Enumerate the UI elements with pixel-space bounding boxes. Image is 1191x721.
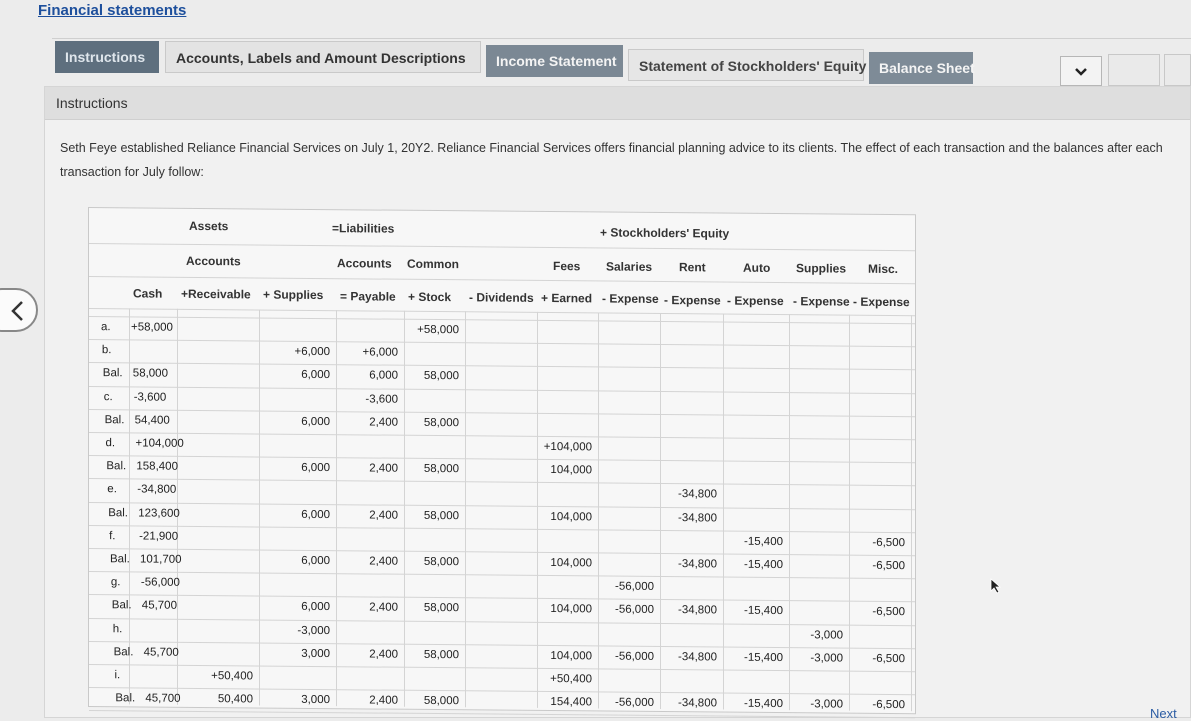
back-button[interactable]	[0, 288, 38, 332]
row-divider	[89, 641, 915, 649]
column-divider	[465, 311, 466, 707]
table-cell: 104,000	[540, 464, 592, 476]
table-cell: 2,400	[346, 416, 398, 428]
table-cell: -15,400	[731, 605, 783, 617]
row-label: a.	[101, 321, 111, 333]
table-cell: 104,000	[540, 557, 592, 569]
subheader-accounts-receivable: Accounts	[186, 254, 241, 268]
table-cell: -6,500	[853, 652, 905, 664]
column-divider	[789, 314, 790, 710]
table-cell: 6,000	[278, 601, 330, 613]
column-header: + Stock	[408, 290, 451, 304]
tab-bar	[52, 38, 1191, 91]
column-header: + Supplies	[263, 288, 323, 303]
row-label: Bal.	[105, 414, 125, 426]
row-label: Bal.	[115, 692, 135, 704]
table-cell: 45,700	[145, 693, 180, 705]
table-cell: -34,800	[665, 488, 717, 500]
table-cell: -3,600	[346, 393, 398, 405]
row-label: e.	[107, 484, 117, 496]
table-cell: 58,000	[407, 556, 459, 568]
group-header-liabilities: =Liabilities	[332, 221, 394, 236]
toolbar-box	[1164, 54, 1191, 86]
column-divider	[598, 312, 599, 708]
table-cell: -6,500	[853, 606, 905, 618]
column-header: - Dividends	[469, 290, 534, 305]
subheader-supplies: Supplies	[796, 261, 846, 275]
column-divider	[336, 310, 337, 706]
column-header: - Expense	[727, 293, 784, 307]
table-cell: 58,000	[407, 695, 459, 707]
row-divider	[89, 618, 915, 626]
table-cell: 6,000	[278, 508, 330, 520]
table-cell: -3,600	[134, 391, 167, 403]
column-header: = Payable	[340, 289, 396, 303]
row-divider	[89, 571, 915, 579]
table-cell: +6,000	[278, 346, 330, 358]
row-label: Bal.	[103, 368, 123, 380]
table-cell: 104,000	[540, 650, 592, 662]
table-cell: +58,000	[131, 321, 173, 333]
table-cell: -6,500	[853, 699, 905, 711]
subheader-auto: Auto	[743, 261, 770, 275]
table-cell: 6,000	[278, 462, 330, 474]
row-divider	[89, 502, 915, 510]
row-label: g.	[111, 576, 121, 588]
chevron-down-icon	[1074, 66, 1088, 78]
subheader-common: Common	[407, 257, 459, 271]
table-cell: 101,700	[140, 553, 182, 565]
table-cell: -3,000	[791, 629, 843, 641]
table-cell: 58,000	[407, 370, 459, 382]
table-cell: 3,000	[278, 694, 330, 706]
row-divider	[89, 339, 915, 347]
tab-overflow-dropdown[interactable]	[1060, 56, 1102, 86]
panel-heading: Instructions	[56, 95, 128, 111]
table-cell: -15,400	[731, 651, 783, 663]
row-label: Bal.	[114, 646, 134, 658]
table-cell: 50,400	[201, 693, 253, 705]
table-cell: 54,400	[135, 414, 170, 426]
table-cell: 2,400	[346, 648, 398, 660]
panel-header	[45, 87, 1190, 120]
row-divider	[89, 316, 915, 324]
page-title-link[interactable]: Financial statements	[38, 2, 186, 19]
group-header-equity: + Stockholders' Equity	[600, 225, 729, 240]
table-cell: 2,400	[346, 462, 398, 474]
table-cell: 2,400	[346, 555, 398, 567]
instructions-text: Seth Feye established Reliance Financial Services on July 1, 20Y2. Reliance Financial Services offers financial planning advice to its clients. The effect of each transaction and the balances after each transaction for July follow:	[60, 136, 1190, 184]
table-cell: -34,800	[665, 651, 717, 663]
row-label: c.	[104, 391, 113, 403]
table-cell: 2,400	[346, 602, 398, 614]
column-header: +Receivable	[181, 287, 251, 302]
table-cell: -56,000	[602, 604, 654, 616]
table-cell: -3,000	[791, 698, 843, 710]
table-cell: 3,000	[278, 647, 330, 659]
subheader-fees: Fees	[553, 259, 580, 273]
table-cell: +104,000	[136, 437, 184, 449]
column-divider	[723, 314, 724, 710]
table-cell: 104,000	[540, 511, 592, 523]
row-label: d.	[106, 437, 116, 449]
transactions-table	[88, 207, 916, 714]
row-divider	[89, 386, 915, 394]
table-cell: 58,000	[407, 463, 459, 475]
table-cell: -56,000	[602, 650, 654, 662]
table-cell: -56,000	[141, 577, 180, 589]
row-divider	[89, 478, 915, 486]
table-cell: -34,800	[665, 604, 717, 616]
table-cell: -15,400	[731, 698, 783, 710]
row-divider	[89, 362, 915, 370]
tab-accounts-labels[interactable]: Accounts, Labels and Amount Descriptions	[165, 41, 481, 73]
row-label: Bal.	[112, 600, 132, 612]
table-cell: -34,800	[665, 512, 717, 524]
column-divider	[404, 311, 405, 707]
table-cell: 154,400	[540, 696, 592, 708]
row-label: Bal.	[110, 553, 130, 565]
table-cell: 45,700	[142, 600, 177, 612]
subheader-accounts-payable: Accounts	[337, 256, 392, 270]
column-header: - Expense	[664, 293, 721, 307]
table-cell: -56,000	[602, 581, 654, 593]
table-cell: 158,400	[136, 461, 178, 473]
column-header: + Earned	[541, 291, 592, 305]
header-divider	[89, 276, 915, 284]
table-cell: -21,900	[139, 530, 178, 542]
table-cell: -34,800	[137, 484, 176, 496]
row-label: h.	[113, 623, 123, 635]
column-divider	[660, 313, 661, 709]
group-header-assets: Assets	[189, 219, 228, 233]
table-cell: 58,000	[407, 509, 459, 521]
table-cell: 2,400	[346, 694, 398, 706]
row-divider	[89, 525, 915, 533]
column-divider	[537, 312, 538, 708]
table-cell: 58,000	[407, 649, 459, 661]
table-cell: -56,000	[602, 697, 654, 709]
column-divider	[849, 315, 850, 711]
toolbar-box	[1108, 54, 1160, 86]
table-cell: -3,000	[278, 624, 330, 636]
column-header: Cash	[133, 286, 162, 300]
row-divider	[89, 594, 915, 602]
subheader-misc: Misc.	[868, 262, 898, 276]
tab-stockholders-equity[interactable]: Statement of Stockholders' Equity	[628, 49, 864, 81]
subheader-rent: Rent	[679, 260, 706, 274]
table-cell: 6,000	[278, 555, 330, 567]
table-cell: 58,000	[407, 417, 459, 429]
table-cell: 45,700	[144, 646, 179, 658]
column-header: - Expense	[853, 295, 910, 309]
table-cell: 123,600	[138, 507, 180, 519]
table-cell: 2,400	[346, 509, 398, 521]
column-divider	[911, 315, 912, 711]
table-cell: +50,400	[201, 670, 253, 682]
table-cell: -3,000	[791, 652, 843, 664]
table-cell: +50,400	[540, 673, 592, 685]
mouse-cursor-icon	[990, 578, 1002, 594]
column-header: - Expense	[793, 294, 850, 308]
table-cell: -34,800	[665, 558, 717, 570]
table-cell: -15,400	[731, 535, 783, 547]
next-link[interactable]: Next	[1150, 706, 1177, 721]
table-cell: +58,000	[407, 324, 459, 336]
header-divider	[89, 308, 915, 316]
subheader-salaries: Salaries	[606, 260, 652, 274]
tab-income-statement[interactable]: Income Statement	[486, 45, 623, 77]
column-divider	[259, 309, 260, 705]
row-divider	[89, 455, 915, 463]
row-divider	[89, 432, 915, 440]
tab-balance-sheet[interactable]: Balance Sheet	[869, 52, 973, 84]
table-cell: -6,500	[853, 560, 905, 572]
row-label: Bal.	[108, 507, 128, 519]
table-cell: -15,400	[731, 559, 783, 571]
chevron-left-icon	[10, 300, 24, 322]
row-label: Bal.	[106, 460, 126, 472]
table-cell: 104,000	[540, 603, 592, 615]
tab-instructions[interactable]: Instructions	[55, 41, 159, 73]
row-label: b.	[102, 344, 112, 356]
table-cell: -34,800	[665, 697, 717, 709]
table-cell: 58,000	[133, 368, 168, 380]
column-divider	[129, 308, 130, 704]
table-cell: 6,000	[278, 415, 330, 427]
row-label: i.	[115, 669, 121, 681]
row-label: f.	[109, 530, 115, 542]
row-divider	[89, 409, 915, 417]
row-divider	[89, 548, 915, 556]
table-cell: 6,000	[346, 370, 398, 382]
header-divider	[89, 243, 915, 251]
table-cell: 6,000	[278, 369, 330, 381]
table-cell: +104,000	[540, 441, 592, 453]
column-header: - Expense	[602, 292, 659, 306]
table-cell: +6,000	[346, 346, 398, 358]
table-cell: 58,000	[407, 602, 459, 614]
table-cell: -6,500	[853, 536, 905, 548]
